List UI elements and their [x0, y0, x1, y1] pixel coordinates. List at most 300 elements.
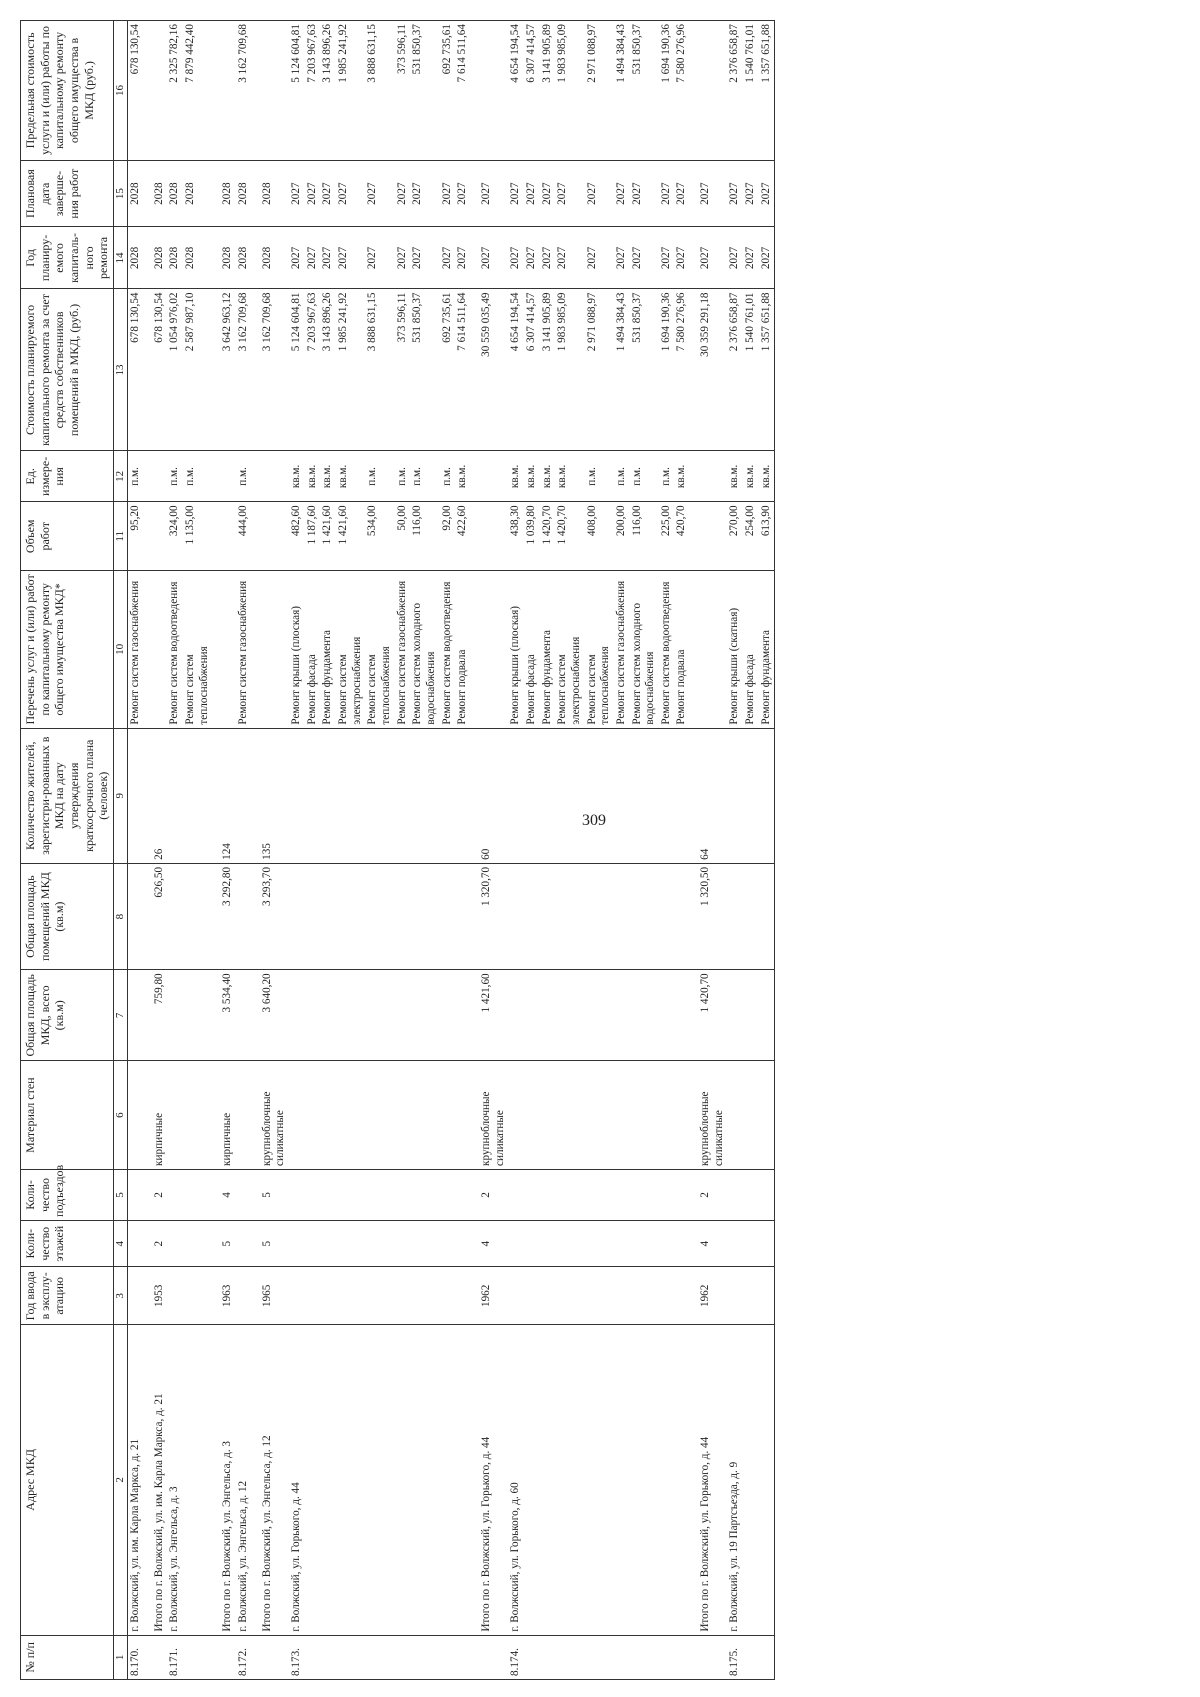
cell-col-7: 759,80 — [144, 970, 168, 1061]
cell-col-8 — [674, 863, 690, 969]
cell-col-15: 2027 — [320, 160, 336, 227]
cell-col-4 — [336, 1220, 365, 1267]
cell-col-2: г. Волжский, ул. 19 Партсъезда, д. 9 — [727, 1325, 743, 1636]
cell-col-3: 1965 — [252, 1267, 289, 1325]
table-row — [659, 21, 675, 1680]
table-row — [555, 21, 584, 1680]
cell-col-1: 8.174. — [508, 1635, 524, 1679]
cell-col-16 — [690, 21, 727, 161]
cell-col-5 — [183, 1169, 212, 1220]
cell-col-16: 1 357 651,88 — [759, 21, 775, 161]
cell-col-6 — [759, 1061, 775, 1170]
cell-col-14: 2028 — [144, 227, 168, 289]
table-row — [540, 21, 556, 1680]
cell-col-6 — [674, 1061, 690, 1170]
cell-col-11: 225,00 — [659, 502, 675, 571]
cell-col-12: п.м. — [630, 451, 659, 502]
column-header-3: Год ввода в эксплу-атацию — [21, 1267, 114, 1325]
cell-col-2 — [320, 1325, 336, 1636]
cell-col-4 — [320, 1220, 336, 1267]
cell-col-12: п.м. — [167, 451, 183, 502]
cell-col-9: 26 — [144, 728, 168, 863]
cell-col-4 — [614, 1220, 630, 1267]
cell-col-15: 2027 — [743, 160, 759, 227]
cell-col-3: 1953 — [144, 1267, 168, 1325]
cell-col-4 — [727, 1220, 743, 1267]
cell-col-12 — [144, 451, 168, 502]
cell-col-2: г. Волжский, ул. Горького, д. 60 — [508, 1325, 524, 1636]
cell-col-7 — [365, 970, 394, 1061]
cell-col-16: 1 694 190,36 — [659, 21, 675, 161]
cell-col-16: 1 983 985,09 — [555, 21, 584, 161]
cell-col-8 — [128, 863, 144, 969]
cell-col-9 — [759, 728, 775, 863]
cell-col-5 — [727, 1169, 743, 1220]
cell-col-7 — [759, 970, 775, 1061]
cell-col-13: 692 735,61 — [440, 289, 456, 451]
cell-col-7 — [395, 970, 411, 1061]
cell-col-12: кв.м. — [455, 451, 471, 502]
rotated-table-sheet — [20, 20, 1180, 1680]
cell-col-4 — [236, 1220, 252, 1267]
cell-col-1 — [212, 1635, 236, 1679]
cell-col-6 — [167, 1061, 183, 1170]
cell-col-9 — [630, 728, 659, 863]
cell-col-13: 30 359 291,18 — [690, 289, 727, 451]
cell-col-8 — [614, 863, 630, 969]
cell-col-15: 2027 — [630, 160, 659, 227]
cell-col-12: п.м. — [614, 451, 630, 502]
cell-col-6 — [540, 1061, 556, 1170]
cell-col-5 — [455, 1169, 471, 1220]
cell-col-11: 444,00 — [236, 502, 252, 571]
cell-col-16 — [212, 21, 236, 161]
cell-col-11: 324,00 — [167, 502, 183, 571]
cell-col-8 — [455, 863, 471, 969]
cell-col-2 — [183, 1325, 212, 1636]
column-number-11: 11 — [113, 502, 127, 571]
cell-col-8 — [289, 863, 305, 969]
cell-col-5 — [674, 1169, 690, 1220]
cell-col-9 — [183, 728, 212, 863]
column-header-9: Количество жителей, зарегистри-рованных в МКД на дату утверждения краткосрочного плана (человек) — [21, 728, 114, 863]
cell-col-13: 531 850,37 — [630, 289, 659, 451]
cell-col-7 — [440, 970, 456, 1061]
column-number-12: 12 — [113, 451, 127, 502]
cell-col-15: 2027 — [508, 160, 524, 227]
cell-col-3 — [128, 1267, 144, 1325]
cell-col-11: 1 135,00 — [183, 502, 212, 571]
cell-col-13: 3 642 963,12 — [212, 289, 236, 451]
cell-col-1 — [305, 1635, 321, 1679]
cell-col-1 — [690, 1635, 727, 1679]
column-number-7: 7 — [113, 970, 127, 1061]
cell-col-12: п.м. — [440, 451, 456, 502]
cell-col-3 — [236, 1267, 252, 1325]
cell-col-2 — [336, 1325, 365, 1636]
cell-col-11: 613,90 — [759, 502, 775, 571]
cell-col-3 — [183, 1267, 212, 1325]
cell-col-2 — [674, 1325, 690, 1636]
cell-col-5 — [555, 1169, 584, 1220]
cell-col-16: 1 540 761,01 — [743, 21, 759, 161]
cell-col-2 — [305, 1325, 321, 1636]
cell-col-11: 420,70 — [674, 502, 690, 571]
table-row — [365, 21, 394, 1680]
cell-col-15: 2027 — [524, 160, 540, 227]
cell-col-10: Ремонт систем газоснабжения — [395, 571, 411, 728]
cell-col-11: 254,00 — [743, 502, 759, 571]
cell-col-6 — [410, 1061, 439, 1170]
cell-col-10: Ремонт подвала — [455, 571, 471, 728]
cell-col-5 — [759, 1169, 775, 1220]
cell-col-12: кв.м. — [759, 451, 775, 502]
cell-col-14: 2027 — [743, 227, 759, 289]
cell-col-9 — [440, 728, 456, 863]
cell-col-2 — [365, 1325, 394, 1636]
column-header-12: Ед. измере-ния — [21, 451, 114, 502]
cell-col-15: 2027 — [540, 160, 556, 227]
cell-col-2 — [410, 1325, 439, 1636]
cell-col-16: 2 325 782,16 — [167, 21, 183, 161]
cell-col-7 — [585, 970, 614, 1061]
cell-col-9 — [320, 728, 336, 863]
cell-col-6 — [365, 1061, 394, 1170]
cell-col-8 — [395, 863, 411, 969]
cell-col-7 — [614, 970, 630, 1061]
cell-col-3 — [440, 1267, 456, 1325]
cell-col-5: 5 — [252, 1169, 289, 1220]
cell-col-2 — [585, 1325, 614, 1636]
cell-col-8 — [524, 863, 540, 969]
cell-col-6 — [614, 1061, 630, 1170]
cell-col-3 — [320, 1267, 336, 1325]
cell-col-14: 2027 — [524, 227, 540, 289]
cell-col-2: Итого по г. Волжский, ул. Горького, д. 44 — [471, 1325, 508, 1636]
cell-col-5 — [167, 1169, 183, 1220]
cell-col-15: 2027 — [365, 160, 394, 227]
column-number-row — [113, 21, 127, 1680]
cell-col-8: 1 320,50 — [690, 863, 727, 969]
cell-col-5 — [289, 1169, 305, 1220]
cell-col-8 — [585, 863, 614, 969]
cell-col-4 — [674, 1220, 690, 1267]
cell-col-11: 422,60 — [455, 502, 471, 571]
cell-col-12 — [252, 451, 289, 502]
cell-col-8: 3 293,70 — [252, 863, 289, 969]
cell-col-11: 1 420,70 — [540, 502, 556, 571]
column-header-13: Стоимость планируемого капитального ремонта за счет средств собственников помещений в МКД, (руб.) — [21, 289, 114, 451]
cell-col-5 — [508, 1169, 524, 1220]
cell-col-16 — [252, 21, 289, 161]
column-header-11: Объем работ — [21, 502, 114, 571]
cell-col-11: 200,00 — [614, 502, 630, 571]
cell-col-12 — [690, 451, 727, 502]
cell-col-6 — [630, 1061, 659, 1170]
cell-col-2 — [614, 1325, 630, 1636]
cell-col-3 — [674, 1267, 690, 1325]
cell-col-6 — [320, 1061, 336, 1170]
cell-col-8 — [365, 863, 394, 969]
cell-col-12: п.м. — [659, 451, 675, 502]
cell-col-16 — [471, 21, 508, 161]
column-header-7: Общая площадь МКД, всего (кв.м) — [21, 970, 114, 1061]
cell-col-14: 2028 — [183, 227, 212, 289]
cell-col-4 — [440, 1220, 456, 1267]
cell-col-11: 95,20 — [128, 502, 144, 571]
cell-col-2 — [524, 1325, 540, 1636]
cell-col-10: Ремонт систем теплоснабжения — [183, 571, 212, 728]
cell-col-10: Ремонт крыши (плоская) — [289, 571, 305, 728]
cell-col-8 — [167, 863, 183, 969]
cell-col-11: 50,00 — [395, 502, 411, 571]
cell-col-7 — [183, 970, 212, 1061]
cell-col-3 — [410, 1267, 439, 1325]
cell-col-16: 678 130,54 — [128, 21, 144, 161]
cell-col-1 — [144, 1635, 168, 1679]
cell-col-8: 626,50 — [144, 863, 168, 969]
cell-col-14: 2027 — [690, 227, 727, 289]
column-number-2: 2 — [113, 1325, 127, 1636]
cell-col-13: 30 559 035,49 — [471, 289, 508, 451]
cell-col-4: 5 — [252, 1220, 289, 1267]
cell-col-11 — [212, 502, 236, 571]
cell-col-7 — [524, 970, 540, 1061]
cell-col-16: 3 141 905,89 — [540, 21, 556, 161]
cell-col-5 — [410, 1169, 439, 1220]
cell-col-3 — [630, 1267, 659, 1325]
cell-col-8 — [236, 863, 252, 969]
cell-col-14: 2027 — [395, 227, 411, 289]
cell-col-14: 2027 — [471, 227, 508, 289]
cell-col-11 — [144, 502, 168, 571]
cell-col-8 — [540, 863, 556, 969]
cell-col-9 — [659, 728, 675, 863]
cell-col-5: 2 — [690, 1169, 727, 1220]
cell-col-3 — [336, 1267, 365, 1325]
cell-col-10: Ремонт систем газоснабжения — [128, 571, 144, 728]
cell-col-1 — [674, 1635, 690, 1679]
cell-col-9 — [508, 728, 524, 863]
cell-col-13: 1 983 985,09 — [555, 289, 584, 451]
cell-col-16: 2 971 088,97 — [585, 21, 614, 161]
cell-col-11: 1 039,80 — [524, 502, 540, 571]
cell-col-13: 531 850,37 — [410, 289, 439, 451]
cell-col-10: Ремонт систем электроснабжения — [555, 571, 584, 728]
cell-col-5 — [320, 1169, 336, 1220]
cell-col-11: 116,00 — [630, 502, 659, 571]
cell-col-4 — [659, 1220, 675, 1267]
cell-col-13: 1 985 241,92 — [336, 289, 365, 451]
cell-col-7 — [659, 970, 675, 1061]
cell-col-2 — [440, 1325, 456, 1636]
cell-col-7: 3 534,40 — [212, 970, 236, 1061]
cell-col-1: 8.173. — [289, 1635, 305, 1679]
cell-col-13: 2 587 987,10 — [183, 289, 212, 451]
cell-col-16: 7 203 967,63 — [305, 21, 321, 161]
cell-col-7 — [410, 970, 439, 1061]
cell-col-15: 2027 — [555, 160, 584, 227]
cell-col-3 — [167, 1267, 183, 1325]
cell-col-7 — [630, 970, 659, 1061]
column-number-5: 5 — [113, 1169, 127, 1220]
cell-col-8 — [410, 863, 439, 969]
cell-col-4 — [305, 1220, 321, 1267]
cell-col-15: 2028 — [183, 160, 212, 227]
cell-col-2: Итого по г. Волжский, ул. Энгельса, д. 12 — [252, 1325, 289, 1636]
cell-col-9 — [336, 728, 365, 863]
cell-col-13: 4 654 194,54 — [508, 289, 524, 451]
cell-col-10 — [252, 571, 289, 728]
column-number-13: 13 — [113, 289, 127, 451]
cell-col-6: крупноблочные силикатные — [690, 1061, 727, 1170]
cell-col-14: 2028 — [252, 227, 289, 289]
cell-col-9 — [524, 728, 540, 863]
cell-col-10: Ремонт систем теплоснабжения — [365, 571, 394, 728]
cell-col-15: 2027 — [759, 160, 775, 227]
cell-col-9 — [585, 728, 614, 863]
cell-col-12: кв.м. — [336, 451, 365, 502]
cell-col-14: 2027 — [305, 227, 321, 289]
column-number-14: 14 — [113, 227, 127, 289]
cell-col-10: Ремонт систем газоснабжения — [236, 571, 252, 728]
cell-col-3: 1963 — [212, 1267, 236, 1325]
cell-col-13: 678 130,54 — [128, 289, 144, 451]
cell-col-3 — [395, 1267, 411, 1325]
cell-col-12 — [471, 451, 508, 502]
cell-col-13: 373 596,11 — [395, 289, 411, 451]
column-header-4: Коли-чество этажей — [21, 1220, 114, 1267]
cell-col-11: 534,00 — [365, 502, 394, 571]
cell-col-6 — [455, 1061, 471, 1170]
cell-col-1 — [659, 1635, 675, 1679]
cell-col-9: 64 — [690, 728, 727, 863]
cell-col-6 — [183, 1061, 212, 1170]
cell-col-1 — [440, 1635, 456, 1679]
cell-col-2 — [455, 1325, 471, 1636]
column-number-3: 3 — [113, 1267, 127, 1325]
cell-col-5 — [236, 1169, 252, 1220]
cell-col-1 — [585, 1635, 614, 1679]
header-row — [21, 21, 114, 1680]
cell-col-9: 60 — [471, 728, 508, 863]
cell-col-4: 4 — [471, 1220, 508, 1267]
cell-col-6 — [743, 1061, 759, 1170]
cell-col-4 — [585, 1220, 614, 1267]
column-number-4: 4 — [113, 1220, 127, 1267]
cell-col-8 — [630, 863, 659, 969]
cell-col-5: 2 — [144, 1169, 168, 1220]
cell-col-14: 2027 — [410, 227, 439, 289]
cell-col-1 — [410, 1635, 439, 1679]
cell-col-14: 2027 — [508, 227, 524, 289]
cell-col-4 — [524, 1220, 540, 1267]
table-row — [455, 21, 471, 1680]
cell-col-13: 7 203 967,63 — [305, 289, 321, 451]
cell-col-11: 1 421,60 — [336, 502, 365, 571]
cell-col-14: 2028 — [128, 227, 144, 289]
cell-col-11: 116,00 — [410, 502, 439, 571]
cell-col-13: 1 540 761,01 — [743, 289, 759, 451]
cell-col-13: 1 494 384,43 — [614, 289, 630, 451]
cell-col-3 — [759, 1267, 775, 1325]
cell-col-8 — [759, 863, 775, 969]
cell-col-3 — [305, 1267, 321, 1325]
cell-col-2 — [540, 1325, 556, 1636]
cell-col-12: п.м. — [365, 451, 394, 502]
cell-col-6 — [128, 1061, 144, 1170]
table-row — [236, 21, 252, 1680]
cell-col-12: кв.м. — [508, 451, 524, 502]
cell-col-12: кв.м. — [524, 451, 540, 502]
table-row — [614, 21, 630, 1680]
cell-col-13: 3 162 709,68 — [252, 289, 289, 451]
cell-col-9 — [674, 728, 690, 863]
cell-col-3 — [508, 1267, 524, 1325]
cell-col-7 — [236, 970, 252, 1061]
total-row — [212, 21, 236, 1680]
total-row — [690, 21, 727, 1680]
cell-col-9 — [743, 728, 759, 863]
cell-col-16: 2 376 658,87 — [727, 21, 743, 161]
column-number-16: 16 — [113, 21, 127, 161]
cell-col-5 — [440, 1169, 456, 1220]
cell-col-14: 2027 — [759, 227, 775, 289]
cell-col-2 — [395, 1325, 411, 1636]
cell-col-1 — [395, 1635, 411, 1679]
cell-col-11: 270,00 — [727, 502, 743, 571]
cell-col-1 — [555, 1635, 584, 1679]
cell-col-8 — [743, 863, 759, 969]
cell-col-16: 3 143 896,26 — [320, 21, 336, 161]
cell-col-15: 2027 — [336, 160, 365, 227]
cell-col-5 — [128, 1169, 144, 1220]
cell-col-2 — [743, 1325, 759, 1636]
cell-col-4 — [555, 1220, 584, 1267]
cell-col-13: 2 376 658,87 — [727, 289, 743, 451]
cell-col-15: 2027 — [410, 160, 439, 227]
column-header-10: Перечень услуг и (или) работ по капитальному ремонту общего имущества МКД* — [21, 571, 114, 728]
cell-col-14: 2028 — [212, 227, 236, 289]
cell-col-5 — [630, 1169, 659, 1220]
cell-col-14: 2028 — [236, 227, 252, 289]
cell-col-11: 92,00 — [440, 502, 456, 571]
cell-col-13: 7 580 276,96 — [674, 289, 690, 451]
cell-col-5 — [336, 1169, 365, 1220]
cell-col-7 — [743, 970, 759, 1061]
cell-col-4 — [410, 1220, 439, 1267]
cell-col-3 — [365, 1267, 394, 1325]
cell-col-9 — [540, 728, 556, 863]
cell-col-9 — [410, 728, 439, 863]
cell-col-12: кв.м. — [540, 451, 556, 502]
cell-col-15: 2027 — [690, 160, 727, 227]
cell-col-1 — [365, 1635, 394, 1679]
cell-col-1: 8.172. — [236, 1635, 252, 1679]
cell-col-11: 482,60 — [289, 502, 305, 571]
cell-col-8 — [440, 863, 456, 969]
cell-col-14: 2027 — [440, 227, 456, 289]
cell-col-1 — [183, 1635, 212, 1679]
cell-col-15: 2028 — [144, 160, 168, 227]
cell-col-6: кирпичные — [212, 1061, 236, 1170]
cell-col-16: 7 614 511,64 — [455, 21, 471, 161]
cell-col-2: Итого по г. Волжский, ул. Горького, д. 44 — [690, 1325, 727, 1636]
column-header-6: Материал стен — [21, 1061, 114, 1170]
cell-col-15: 2027 — [395, 160, 411, 227]
cell-col-12: кв.м. — [743, 451, 759, 502]
cell-col-12: кв.м. — [320, 451, 336, 502]
